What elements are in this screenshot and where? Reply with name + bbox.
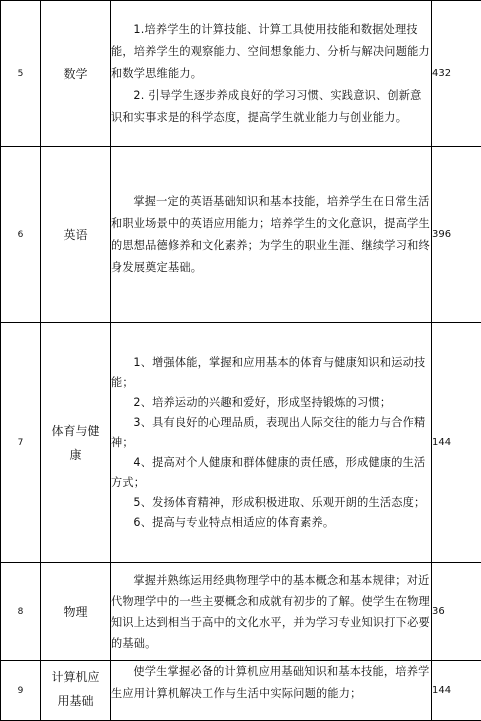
course-name-line: 用基础 bbox=[41, 689, 110, 713]
course-hours: 36 bbox=[432, 563, 481, 661]
course-hours: 144 bbox=[432, 661, 481, 721]
objective-item: 4、提高对个人健康和群体健康的责任感，形成健康的生活方式； bbox=[111, 453, 431, 493]
objective-paragraph: 掌握并熟练运用经典物理学中的基本概念和基本规律；对近代物理学中的一些主要概念和成就有初步的了解。使学生在物理知识上达到相当于高中的文化水平，并为学习专业知识打下必要的基础。 bbox=[111, 570, 431, 654]
course-name bbox=[41, 661, 111, 721]
objective-item: 5、发扬体育精神，形成积极进取、乐观开朗的生活态度； bbox=[111, 493, 431, 513]
course-objectives bbox=[111, 147, 432, 323]
table-row bbox=[1, 1, 481, 147]
row-number: 6 bbox=[1, 147, 41, 323]
course-hours: 144 bbox=[432, 323, 481, 563]
course-hours: 396 bbox=[432, 147, 481, 323]
objective-paragraph: 使学生掌握必备的计算机应用基础知识和基本技能，培养学生应用计算机解决工作与生活中实际问题的能力； bbox=[111, 661, 431, 705]
table-row bbox=[1, 147, 481, 323]
row-number: 7 bbox=[1, 323, 41, 563]
course-name-line: 计算机应 bbox=[41, 665, 110, 689]
course-objectives bbox=[111, 1, 432, 147]
course-name-line: 康 bbox=[41, 443, 110, 467]
table-row bbox=[1, 563, 481, 661]
objective-paragraph: 1.培养学生的计算技能、计算工具使用技能和数据处理技能，培养学生的观察能力、空间想象能力、分析与解决问题能力和数学思维能力。 bbox=[111, 19, 431, 85]
objective-item: 2、培养运动的兴趣和爱好，形成坚持锻炼的习惯； bbox=[111, 393, 431, 413]
course-objectives bbox=[111, 323, 432, 563]
course-name bbox=[41, 563, 111, 661]
course-name-line: 英语 bbox=[41, 223, 110, 247]
course-objectives bbox=[111, 661, 432, 721]
objective-paragraph: 2. 引导学生逐步养成良好的学习习惯、实践意识、创新意识和实事求是的科学态度，提高学生就业能力与创业能力。 bbox=[111, 85, 431, 129]
course-hours: 432 bbox=[432, 1, 481, 147]
course-name bbox=[41, 1, 111, 147]
course-name-line: 体育与健 bbox=[41, 419, 110, 443]
table-row bbox=[1, 661, 481, 721]
row-number: 9 bbox=[1, 661, 41, 721]
row-number: 5 bbox=[1, 1, 41, 147]
table-row bbox=[1, 323, 481, 563]
row-number: 8 bbox=[1, 563, 41, 661]
course-name-line: 物理 bbox=[41, 600, 110, 624]
objective-item: 1、增强体能，掌握和应用基本的体育与健康知识和运动技能； bbox=[111, 353, 431, 393]
course-objectives bbox=[111, 563, 432, 661]
objective-item: 6、提高与专业特点相适应的体育素养。 bbox=[111, 513, 431, 533]
course-name-line: 数学 bbox=[41, 62, 110, 86]
objective-item: 3、具有良好的心理品质，表现出人际交往的能力与合作精神； bbox=[111, 413, 431, 453]
course-name bbox=[41, 323, 111, 563]
course-name bbox=[41, 147, 111, 323]
objective-paragraph: 掌握一定的英语基础知识和基本技能，培养学生在日常生活和职业场景中的英语应用能力；培养学生的文化意识，提高学生的思想品德修养和文化素养；为学生的职业生涯、继续学习和终身发展奠定基础。 bbox=[111, 191, 431, 279]
